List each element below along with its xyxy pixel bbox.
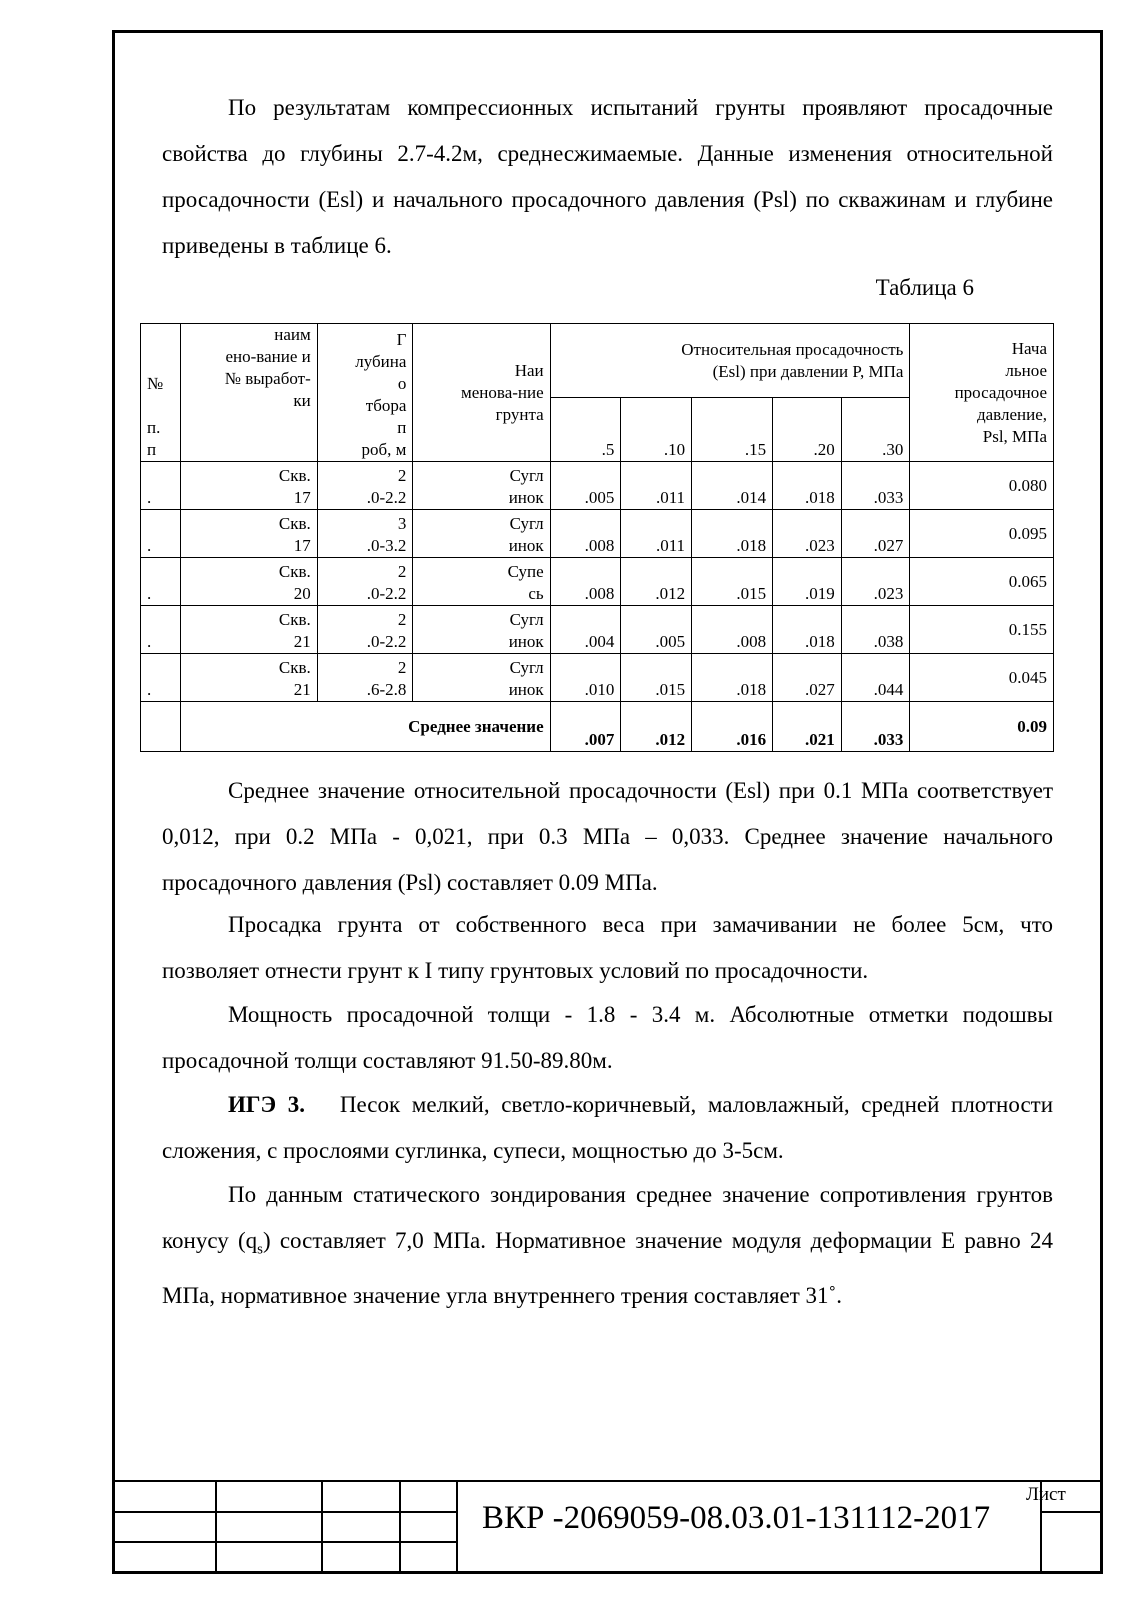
cell-esl: .023	[841, 558, 910, 606]
cell-esl: .033	[841, 462, 910, 510]
stamp-cell	[322, 1481, 400, 1512]
cell-esl: .004	[550, 606, 621, 654]
cell-soil: Сугл инок	[413, 606, 550, 654]
stamp-cell	[400, 1512, 457, 1543]
cell-number: .	[141, 654, 181, 702]
cell-well: Скв. 21	[180, 606, 317, 654]
cell-esl: .008	[550, 510, 621, 558]
stamp-cell	[400, 1481, 457, 1512]
cell-esl: .008	[692, 606, 773, 654]
cell-esl: .011	[621, 510, 692, 558]
cell-number: .	[141, 510, 181, 558]
paragraph-6-part-1: По данным статического зондирования среднее значение сопротивления грунтов конусу (q	[162, 1182, 1053, 1253]
cell-esl: .005	[550, 462, 621, 510]
cell-depth: 2 .0-2.2	[317, 606, 413, 654]
stamp-cell	[113, 1512, 216, 1543]
cell-psl: 0.155	[910, 606, 1054, 654]
document-code: ВКР -2069059-08.03.01-131112-2017	[482, 1500, 991, 1536]
header-pressure: .30	[841, 398, 910, 462]
cell-esl: .038	[841, 606, 910, 654]
cell-number: .	[141, 606, 181, 654]
stamp-cell	[322, 1512, 400, 1543]
cell-esl: .019	[773, 558, 842, 606]
cell-esl: .027	[841, 510, 910, 558]
table-row	[141, 654, 1054, 702]
header-pressure: .20	[773, 398, 842, 462]
header-pressure: .15	[692, 398, 773, 462]
stamp-cell	[216, 1481, 322, 1512]
paragraph-2: Среднее значение относительной просадочности (Esl) при 0.1 МПа соответствует 0,012, при 0.2 МПа - 0,021, при 0.3 МПа – 0,033. Среднее значение начального просадочного давления (Psl) составляет 0.09 МПа.	[162, 778, 1053, 895]
stamp-cell	[322, 1542, 400, 1573]
sheet-number-cell	[1041, 1512, 1102, 1573]
cell-soil: Сугл инок	[413, 654, 550, 702]
cell-esl: .027	[773, 654, 842, 702]
ige-label: ИГЭ 3.	[228, 1092, 306, 1117]
header-soil: Наи менова-ние грунта	[413, 324, 550, 462]
cell-esl: .018	[692, 510, 773, 558]
table-row-average	[141, 702, 1054, 752]
cell-psl: 0.095	[910, 510, 1054, 558]
cell-esl: .011	[621, 462, 692, 510]
stamp-cell	[113, 1481, 216, 1512]
cell-esl: .015	[692, 558, 773, 606]
cell-esl: .018	[773, 606, 842, 654]
cell-esl-average: .012	[621, 702, 692, 752]
cell-number: .	[141, 558, 181, 606]
cell-esl: .015	[621, 654, 692, 702]
cell-esl-average: .021	[773, 702, 842, 752]
cell-soil: Сугл инок	[413, 462, 550, 510]
header-esl-group: Относительная просадочность (Esl) при давлении P, МПа	[550, 324, 910, 398]
sheet-label: Лист	[1026, 1484, 1066, 1505]
table-row	[141, 606, 1054, 654]
stamp-cell	[216, 1512, 322, 1543]
cell-well: Скв. 20	[180, 558, 317, 606]
cell-esl: .008	[550, 558, 621, 606]
cell-soil: Супе сь	[413, 558, 550, 606]
cell-esl-average: .007	[550, 702, 621, 752]
cell-esl-average: .033	[841, 702, 910, 752]
cell-psl-average: 0.09	[910, 702, 1054, 752]
cell-soil: Сугл инок	[413, 510, 550, 558]
cell-depth: 2 .6-2.8	[317, 654, 413, 702]
cell-depth: 2 .0-2.2	[317, 462, 413, 510]
cell-psl: 0.045	[910, 654, 1054, 702]
subscript-s: s	[257, 1241, 263, 1258]
header-number: № п. п	[141, 324, 181, 462]
paragraph-6	[162, 1172, 1053, 1319]
cell-depth: 2 .0-2.2	[317, 558, 413, 606]
cell-well: Скв. 21	[180, 654, 317, 702]
cell-esl: .018	[692, 654, 773, 702]
cell-esl: .010	[550, 654, 621, 702]
cell-psl: 0.080	[910, 462, 1054, 510]
cell-well: Скв. 17	[180, 462, 317, 510]
cell-esl-average: .016	[692, 702, 773, 752]
cell-psl: 0.065	[910, 558, 1054, 606]
table-row	[141, 558, 1054, 606]
cell-esl: .044	[841, 654, 910, 702]
stamp-cell	[400, 1542, 457, 1573]
stamp-cell	[216, 1542, 322, 1573]
paragraph-6-part-2: ) составляет 7,0 МПа. Нормативное значение модуля деформации E равно 24 МПа, нормативное значение угла внутреннего трения составляет 31˚.	[162, 1228, 1053, 1308]
table-caption: Таблица 6	[875, 275, 974, 300]
ige-description: Песок мелкий, светло-коричневый, маловлажный, средней плотности сложения, с прослоями суглинка, супеси, мощностью до 3-5см.	[162, 1092, 1054, 1163]
header-psl: Нача льное просадочное давление, Psl, МПа	[910, 324, 1054, 462]
paragraph-4: Мощность просадочной толщи - 1.8 - 3.4 м. Абсолютные отметки подошвы просадочной толщи составляют 91.50-89.80м.	[162, 1002, 1053, 1073]
table-row	[141, 462, 1054, 510]
stamp-cell	[113, 1542, 216, 1573]
cell-well: Скв. 17	[180, 510, 317, 558]
paragraph-5	[162, 1082, 1053, 1174]
cell-depth: 3 .0-3.2	[317, 510, 413, 558]
average-label: Среднее значение	[180, 702, 550, 752]
cell-esl: .014	[692, 462, 773, 510]
subsidence-table	[140, 323, 1054, 752]
paragraph-1: По результатам компрессионных испытаний грунты проявляют просадочные свойства до глубины 2.7-4.2м, среднесжимаемые. Данные изменения относительной просадочности (Esl) и начального просадочного давления (Psl) по скважинам и глубине приведены в таблице 6.	[162, 95, 1053, 258]
cell-number	[141, 702, 181, 752]
cell-number: .	[141, 462, 181, 510]
header-working: наим ено-вание и № выработ- ки	[180, 324, 317, 462]
cell-esl: .023	[773, 510, 842, 558]
header-pressure: .5	[550, 398, 621, 462]
cell-esl: .018	[773, 462, 842, 510]
table-row	[141, 510, 1054, 558]
header-depth: Г лубина о тбора п роб, м	[317, 324, 413, 462]
cell-esl: .012	[621, 558, 692, 606]
header-pressure: .10	[621, 398, 692, 462]
cell-esl: .005	[621, 606, 692, 654]
paragraph-3: Просадка грунта от собственного веса при замачивании не более 5см, что позволяет отнести грунт к I типу грунтовых условий по просадочности.	[162, 912, 1053, 983]
